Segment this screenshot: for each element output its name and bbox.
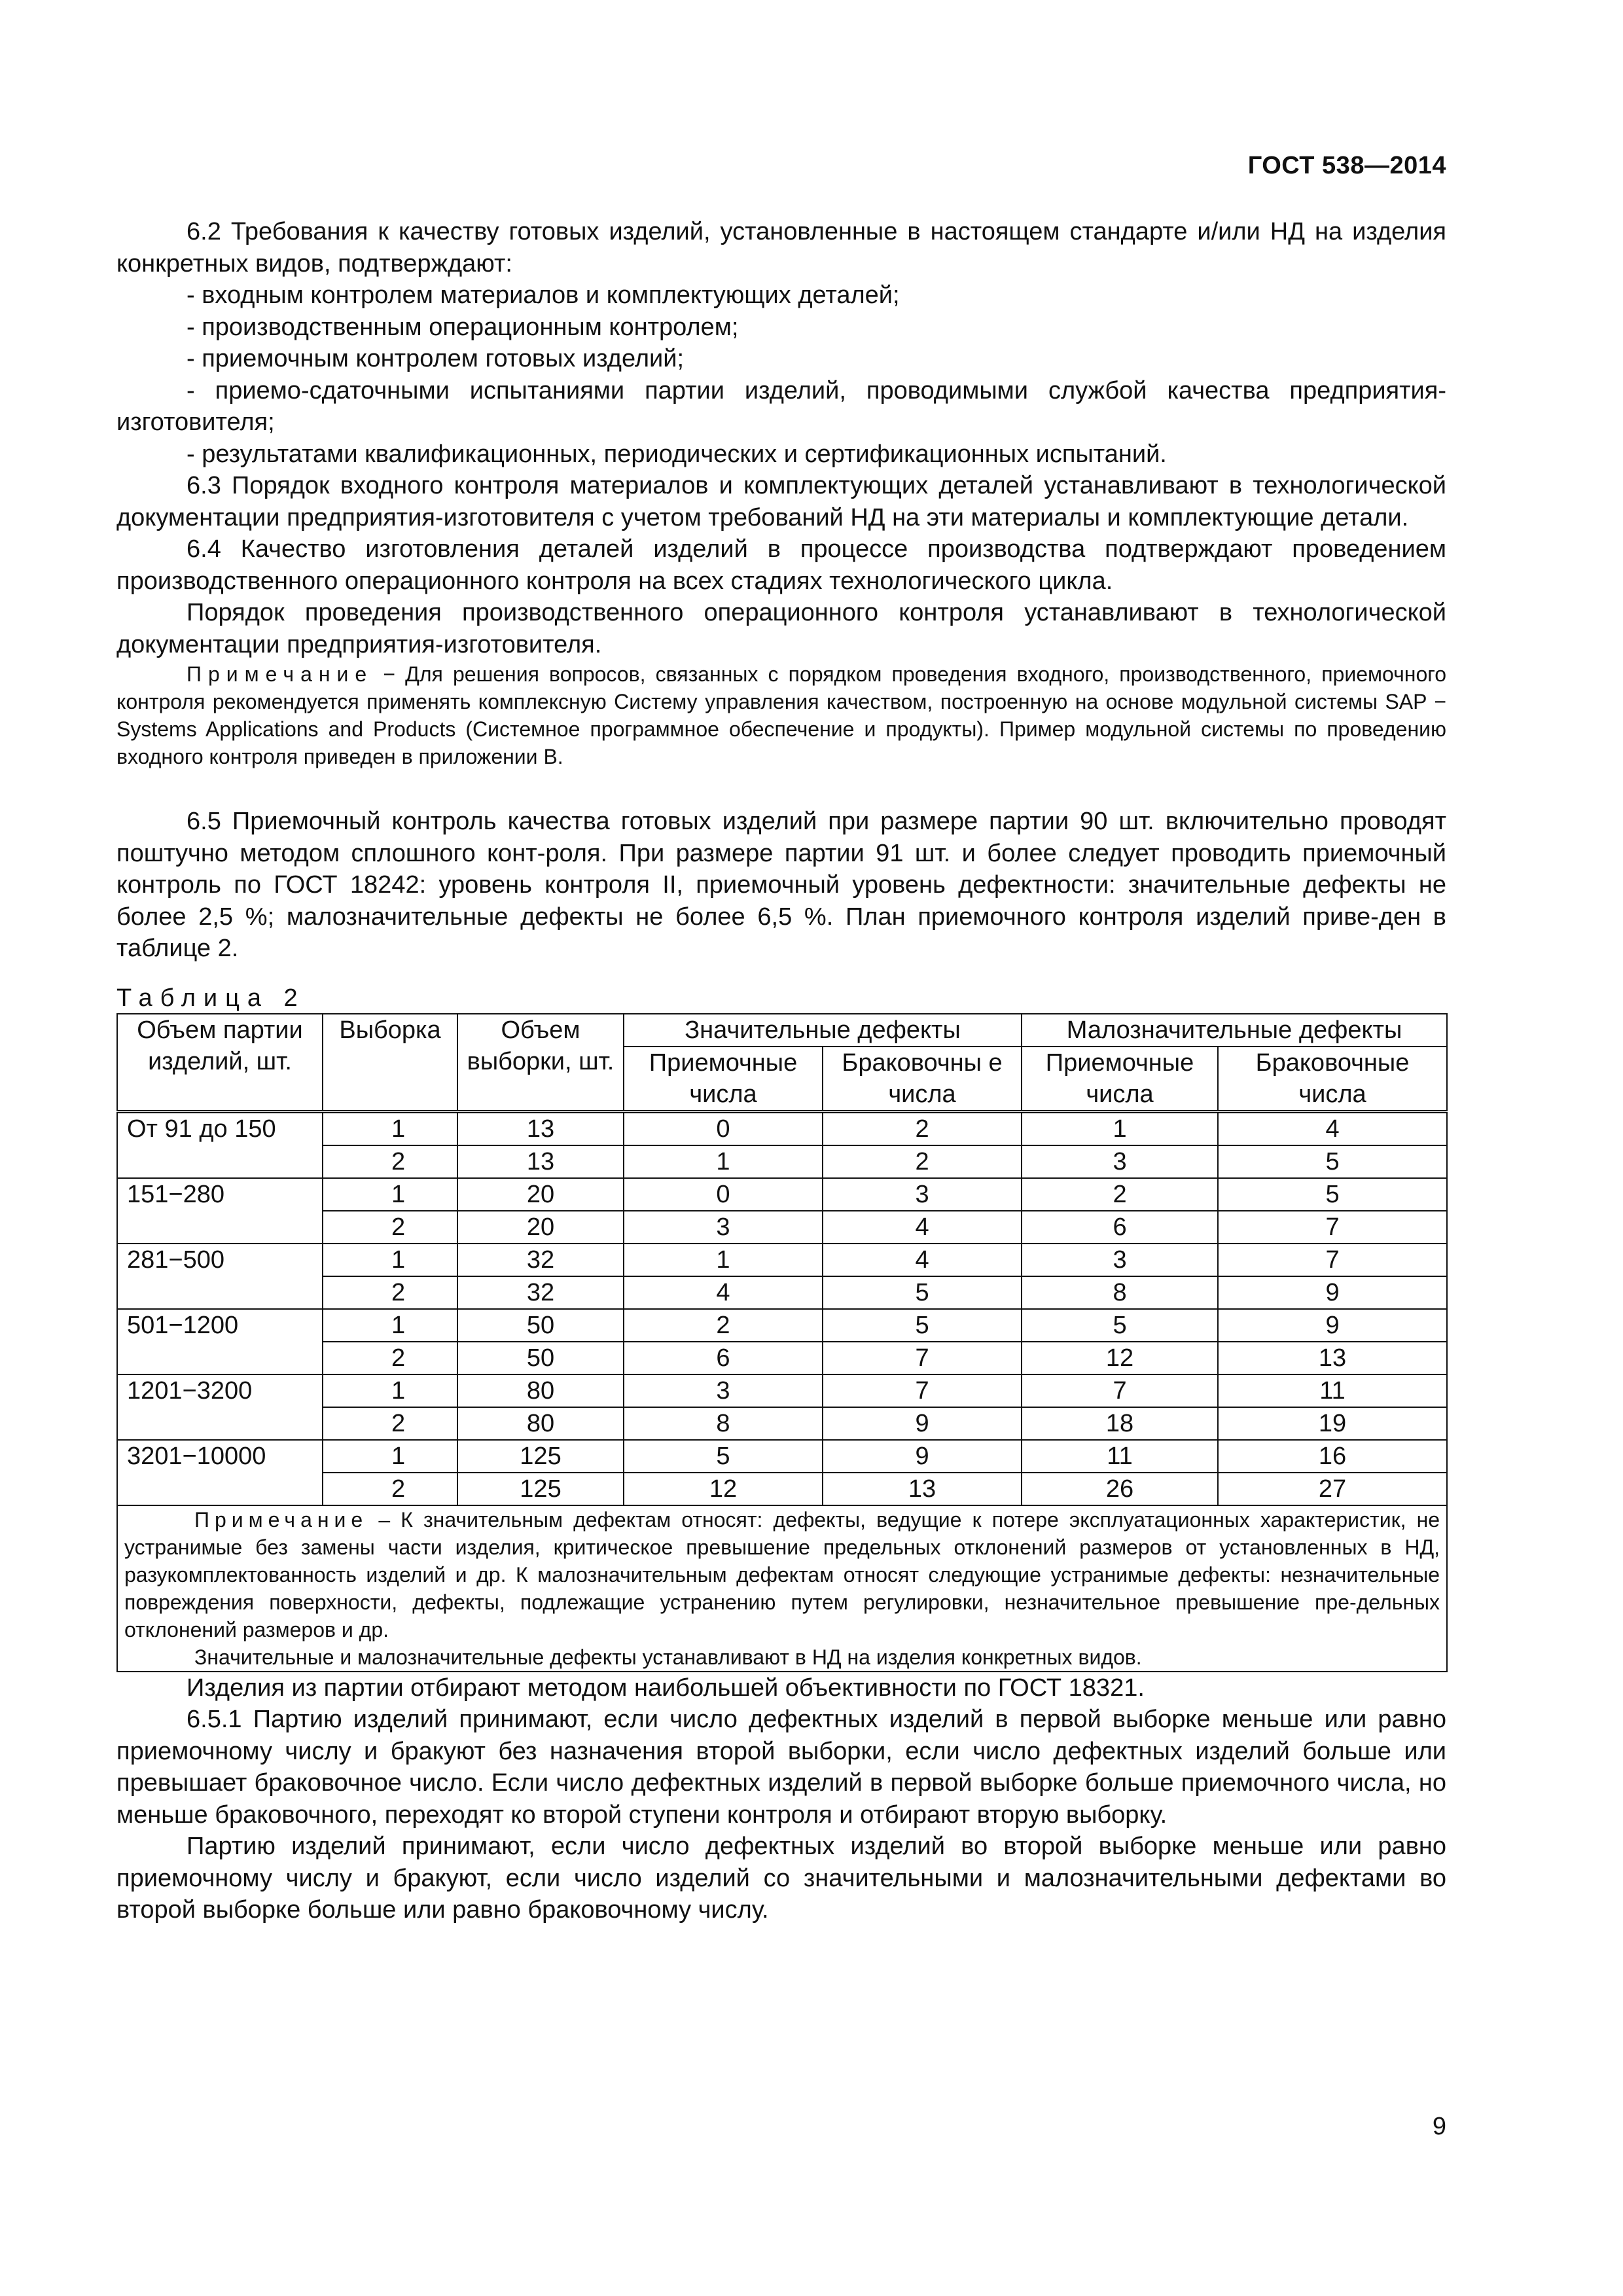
table-note-label: Примечание	[194, 1507, 368, 1532]
table-note-main	[124, 1506, 1440, 1643]
cell-lot-size: 1201−3200	[117, 1374, 323, 1440]
cell-sample: 2	[323, 1145, 457, 1178]
table-row	[117, 1244, 1447, 1276]
cell-sample-size: 125	[457, 1440, 624, 1473]
section-6-4: 6.4 Качество изготовления деталей изделий в процессе производства подтверждают проведением производственного операционного контроля на всех стадиях технологического цикла.	[116, 535, 1446, 595]
table-row	[117, 1178, 1447, 1211]
cell-sample: 1	[323, 1309, 457, 1342]
cell-reject-minor: 27	[1218, 1473, 1447, 1505]
section-6-5-1: 6.5.1 Партию изделий принимают, если число дефектных изделий в первой выборке меньше или равно приемочному числу и бракуют без назначения второй выборки, если число дефектных изделий больше или превышает браковочное число. Если число дефектных изделий в первой выборке больше приемочного числа, но меньше браковочного, переходят ко второй ступени контроля и отбирают вторую выборку.	[116, 1706, 1446, 1829]
table-2	[116, 1013, 1448, 1672]
header-reject-minor: Браковочные числа	[1218, 1047, 1447, 1112]
table-row	[117, 1309, 1447, 1342]
section-6-5-1-paragraph: Партию изделий принимают, если число дефектных изделий во второй выборке меньше или равно приемочному числу и бракуют, если число изделий со значительными и малозначительными дефектами во второй выборке больше или равно браковочному числу.	[116, 1833, 1446, 1924]
cell-reject-major: 13	[823, 1473, 1022, 1505]
cell-accept-major: 3	[624, 1211, 823, 1244]
cell-accept-minor: 18	[1022, 1407, 1218, 1440]
cell-lot-size: 501−1200	[117, 1309, 323, 1374]
cell-lot-size: 3201−10000	[117, 1440, 323, 1505]
cell-reject-minor: 5	[1218, 1145, 1447, 1178]
cell-accept-minor: 3	[1022, 1244, 1218, 1276]
cell-reject-major: 5	[823, 1309, 1022, 1342]
cell-reject-major: 4	[823, 1244, 1022, 1276]
cell-accept-minor: 8	[1022, 1276, 1218, 1309]
cell-accept-minor: 26	[1022, 1473, 1218, 1505]
cell-reject-major: 4	[823, 1211, 1022, 1244]
cell-sample: 1	[323, 1440, 457, 1473]
cell-accept-major: 3	[624, 1374, 823, 1407]
header-major-defects: Значительные дефекты	[624, 1014, 1022, 1047]
header-minor-defects: Малозначительные дефекты	[1022, 1014, 1447, 1047]
cell-reject-minor: 7	[1218, 1244, 1447, 1276]
cell-reject-major: 9	[823, 1407, 1022, 1440]
header-reject-major: Браковочны е числа	[823, 1047, 1022, 1112]
cell-reject-minor: 7	[1218, 1211, 1447, 1244]
table-note-text: – К значительным дефектам относят: дефекты, ведущие к потере эксплуатационных характеристик, не устранимые без замены части изделия, критическое превышение предельных отклонений размеров от установленных в НД, разукомплектованность изделий и др. К малозначительным дефектам относят следующие устранимые дефекты: незначительные повреждения поверхности, дефекты, подлежащие устранению путем регулировки, незначительное превышение пре-дельных отклонений размеров и др.	[124, 1507, 1440, 1641]
cell-sample-size: 13	[457, 1111, 624, 1145]
table-note	[117, 1505, 1447, 1672]
cell-reject-major: 7	[823, 1374, 1022, 1407]
table-row	[117, 1111, 1447, 1145]
cell-sample-size: 32	[457, 1244, 624, 1276]
table-row	[117, 1440, 1447, 1473]
cell-accept-major: 12	[624, 1473, 823, 1505]
cell-reject-major: 7	[823, 1342, 1022, 1374]
cell-accept-minor: 5	[1022, 1309, 1218, 1342]
cell-sample-size: 80	[457, 1374, 624, 1407]
section-6-3: 6.3 Порядок входного контроля материалов и комплектующих деталей устанавливают в технологической документации предприятия-изготовителя с учетом требований НД на эти материалы и комплектующие детали.	[116, 472, 1446, 531]
list-item: - приемочным контролем готовых изделий;	[187, 345, 685, 372]
list-item: - входным контролем материалов и комплектующих деталей;	[187, 281, 900, 309]
table-2-body	[117, 1111, 1447, 1505]
cell-reject-major: 2	[823, 1145, 1022, 1178]
cell-sample: 2	[323, 1407, 457, 1440]
page-number: 9	[1432, 2113, 1446, 2140]
section-6-2-list	[116, 279, 1446, 470]
table-note-second: Значительные и малозначительные дефекты устанавливают в НД на изделия конкретных видов.	[194, 1645, 1142, 1669]
cell-accept-major: 5	[624, 1440, 823, 1473]
cell-reject-minor: 16	[1218, 1440, 1447, 1473]
cell-sample-size: 125	[457, 1473, 624, 1505]
cell-lot-size: От 91 до 150	[117, 1111, 323, 1178]
header-lot-size: Объем партии изделий, шт.	[117, 1014, 323, 1112]
header-accept-minor: Приемочные числа	[1022, 1047, 1218, 1112]
cell-reject-major: 3	[823, 1178, 1022, 1211]
cell-accept-major: 0	[624, 1178, 823, 1211]
document-body	[116, 216, 1446, 1926]
cell-lot-size: 151−280	[117, 1178, 323, 1244]
cell-accept-major: 0	[624, 1111, 823, 1145]
cell-sample-size: 80	[457, 1407, 624, 1440]
cell-accept-minor: 7	[1022, 1374, 1218, 1407]
cell-sample: 2	[323, 1473, 457, 1505]
cell-reject-minor: 9	[1218, 1309, 1447, 1342]
cell-reject-minor: 4	[1218, 1111, 1447, 1145]
cell-accept-major: 2	[624, 1309, 823, 1342]
list-item: - приемо-сдаточными испытаниями партии изделий, проводимыми службой качества предприятия-изготовителя;	[116, 376, 1446, 436]
cell-reject-minor: 19	[1218, 1407, 1447, 1440]
cell-accept-major: 1	[624, 1145, 823, 1178]
list-item: - результатами квалификационных, периодических и сертификационных испытаний.	[187, 440, 1167, 468]
table-row	[117, 1374, 1447, 1407]
section-6-2-intro: 6.2 Требования к качеству готовых изделий, установленные в настоящем стандарте и/или НД на изделия конкретных видов, подтверждают:	[116, 218, 1446, 278]
cell-sample: 1	[323, 1178, 457, 1211]
cell-sample-size: 20	[457, 1211, 624, 1244]
cell-accept-major: 6	[624, 1342, 823, 1374]
note-1	[116, 660, 1446, 770]
cell-accept-minor: 6	[1022, 1211, 1218, 1244]
cell-accept-major: 8	[624, 1407, 823, 1440]
cell-sample: 2	[323, 1276, 457, 1309]
header-accept-major: Приемочные числа	[624, 1047, 823, 1112]
cell-reject-minor: 9	[1218, 1276, 1447, 1309]
cell-sample-size: 13	[457, 1145, 624, 1178]
cell-accept-major: 4	[624, 1276, 823, 1309]
cell-sample: 1	[323, 1111, 457, 1145]
cell-accept-minor: 1	[1022, 1111, 1218, 1145]
table-2-title: Таблица 2	[116, 984, 306, 1012]
cell-reject-minor: 5	[1218, 1178, 1447, 1211]
cell-sample: 2	[323, 1211, 457, 1244]
cell-reject-major: 2	[823, 1111, 1022, 1145]
cell-accept-minor: 12	[1022, 1342, 1218, 1374]
after-table-text: Изделия из партии отбирают методом наибольшей объективности по ГОСТ 18321.	[187, 1674, 1145, 1702]
cell-reject-major: 5	[823, 1276, 1022, 1309]
cell-sample: 2	[323, 1342, 457, 1374]
cell-reject-minor: 13	[1218, 1342, 1447, 1374]
cell-lot-size: 281−500	[117, 1244, 323, 1309]
cell-sample-size: 20	[457, 1178, 624, 1211]
cell-reject-minor: 11	[1218, 1374, 1447, 1407]
cell-accept-minor: 2	[1022, 1178, 1218, 1211]
cell-sample: 1	[323, 1374, 457, 1407]
cell-accept-major: 1	[624, 1244, 823, 1276]
cell-reject-major: 9	[823, 1440, 1022, 1473]
note-label: Примечание	[187, 662, 374, 686]
note-text: − Для решения вопросов, связанных с порядком проведения входного, производственного, приемочного контроля рекомендуется применять комплексную Систему управления качеством, построенную на основе модульной системы SAP − Systems Applications and Products (Системное программное обеспечение и продукты). Пример модульной системы по проведению входного контроля приведен в приложении В.	[116, 662, 1446, 768]
cell-sample: 1	[323, 1244, 457, 1276]
section-6-4-paragraph: Порядок проведения производственного операционного контроля устанавливают в технологической документации предприятия-изготовителя.	[116, 599, 1446, 658]
cell-sample-size: 32	[457, 1276, 624, 1309]
cell-accept-minor: 11	[1022, 1440, 1218, 1473]
document-id: ГОСТ 538—2014	[1247, 152, 1446, 179]
header-sample: Выборка	[323, 1014, 457, 1112]
cell-accept-minor: 3	[1022, 1145, 1218, 1178]
cell-sample-size: 50	[457, 1342, 624, 1374]
list-item: - производственным операционным контролем;	[187, 313, 739, 341]
cell-sample-size: 50	[457, 1309, 624, 1342]
header-sample-size: Объем выборки, шт.	[457, 1014, 624, 1112]
section-6-5: 6.5 Приемочный контроль качества готовых изделий при размере партии 90 шт. включительно проводят поштучно методом сплошного конт-роля. При размере партии 91 шт. и более следует проводить приемочный контроль по ГОСТ 18242: уровень контроля II, приемочный уровень дефектности: значительные дефекты не более 2,5 %; малозначительные дефекты не более 6,5 %. План приемочного контроля изделий приве-ден в таблице 2.	[116, 808, 1446, 962]
